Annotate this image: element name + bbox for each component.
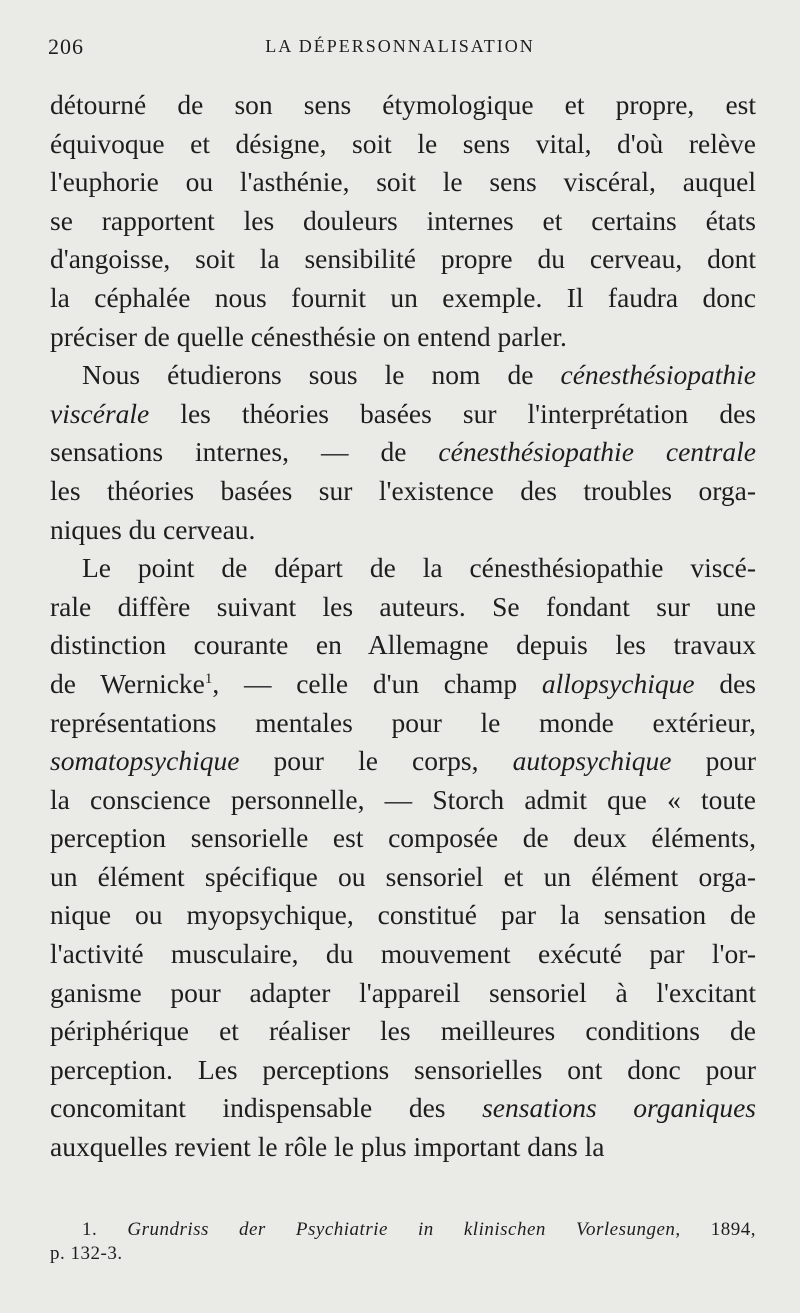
footnote-marker: 1 (204, 670, 213, 687)
text-run: pour (671, 745, 756, 777)
text-run: , 1894, (675, 1219, 757, 1240)
text-line (50, 240, 756, 279)
text-run: un élément spécifique ou sensoriel et un élément orga- (50, 860, 756, 892)
text-run: équivoque et désigne, soit le sens vital, d'où relève (50, 127, 756, 159)
text-run: , — celle d'un champ (212, 667, 542, 699)
text-line (50, 819, 756, 858)
text-line (50, 279, 756, 318)
body-text (50, 86, 756, 1167)
italic-term: somatopsychique (50, 745, 240, 777)
text-line (50, 1012, 756, 1051)
text-run: perception. Les perceptions sensorielles ont donc pour (50, 1053, 756, 1085)
text-line (50, 626, 756, 665)
text-line (50, 935, 756, 974)
footnote (50, 1218, 756, 1266)
text-line (50, 511, 756, 550)
text-line (50, 356, 756, 395)
text-run: périphérique et réaliser les meilleures conditions de (50, 1015, 756, 1047)
text-line (50, 858, 756, 897)
text-run: représentations mentales pour le monde extérieur, (50, 706, 756, 738)
text-line (50, 433, 756, 472)
paragraph (50, 549, 756, 1167)
text-run: Le point de départ de la cénesthésiopathie viscé- (82, 552, 756, 584)
text-run: d'angoisse, soit la sensibilité propre du cerveau, dont (50, 243, 756, 275)
text-run: les théories basées sur l'existence des troubles orga- (50, 474, 756, 506)
italic-term: cénesthésiopathie (560, 359, 756, 391)
text-line (50, 125, 756, 164)
text-line (50, 86, 756, 125)
italic-term: cénesthésiopathie centrale (438, 436, 756, 468)
text-run: de Wernicke (50, 667, 205, 699)
paragraph (50, 356, 756, 549)
text-run: ganisme pour adapter l'appareil sensoriel à l'excitant (50, 976, 756, 1008)
text-line (50, 896, 756, 935)
text-run: la céphalée nous fournit un exemple. Il faudra donc (50, 281, 756, 313)
text-run: préciser de quelle cénesthésie on entend parler. (50, 320, 567, 352)
text-run: la conscience personnelle, — Storch admit que « toute (50, 783, 756, 815)
text-line (50, 1128, 756, 1167)
text-run: pour le corps, (239, 745, 513, 777)
text-run: l'activité musculaire, du mouvement exécuté par l'or- (50, 938, 756, 970)
text-line (50, 588, 756, 627)
text-run: l'euphorie ou l'asthénie, soit le sens viscéral, auquel (50, 166, 756, 198)
text-line (50, 202, 756, 241)
text-run: distinction courante en Allemagne depuis les travaux (50, 629, 756, 661)
footnote-line (50, 1242, 756, 1266)
text-line (50, 704, 756, 743)
text-run: perception sensorielle est composée de deux éléments, (50, 822, 756, 854)
page-header (48, 34, 752, 68)
footnote-line (50, 1218, 756, 1242)
text-line (50, 1089, 756, 1128)
text-run: se rapportent les douleurs internes et certains états (50, 204, 756, 236)
text-run: les théories basées sur l'interprétation des (149, 397, 756, 429)
italic-term: viscérale (50, 397, 150, 429)
italic-term: Grundriss der Psychiatrie in klinischen Vorlesungen (127, 1219, 676, 1240)
text-run: nique ou myopsychique, constitué par la sensation de (50, 899, 756, 931)
text-line (50, 549, 756, 588)
text-run: 1. (82, 1219, 128, 1240)
text-run: auxquelles revient le rôle le plus important dans la (50, 1131, 605, 1163)
text-run: sensations internes, — de (50, 436, 439, 468)
text-line (50, 163, 756, 202)
text-line (50, 974, 756, 1013)
text-line (50, 1051, 756, 1090)
text-run: détourné de son sens étymologique et propre, est (50, 89, 756, 120)
text-line (50, 665, 756, 704)
text-line (50, 781, 756, 820)
text-run: Nous étudierons sous le nom de (82, 359, 561, 391)
italic-term: autopsychique (512, 745, 672, 777)
text-line (50, 472, 756, 511)
text-run: p. 132-3. (50, 1243, 123, 1264)
text-run: rale diffère suivant les auteurs. Se fondant sur une (50, 590, 756, 622)
paragraph (50, 86, 756, 356)
page-number: 206 (48, 34, 84, 59)
italic-term: sensations organiques (482, 1092, 756, 1124)
text-run: niques du cerveau. (50, 513, 256, 545)
text-run: des (694, 667, 756, 699)
text-line (50, 395, 756, 434)
text-line (50, 742, 756, 781)
running-title: LA DÉPERSONNALISATION (265, 36, 535, 56)
text-run: concomitant indispensable des (50, 1092, 483, 1124)
italic-term: allopsychique (541, 667, 695, 699)
text-line (50, 318, 756, 357)
